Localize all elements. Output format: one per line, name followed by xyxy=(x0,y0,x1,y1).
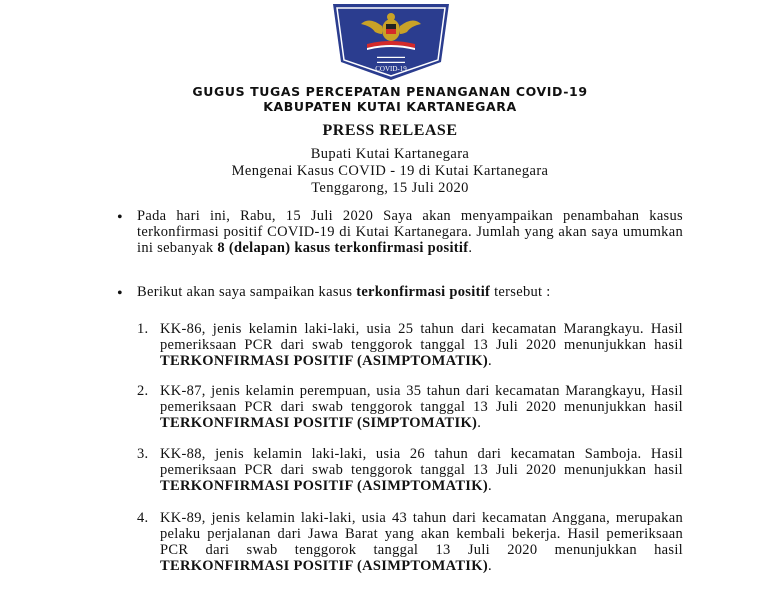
case-number: 2. xyxy=(137,383,149,399)
case-result: TERKONFIRMASI POSITIF (ASIMPTOMATIK) xyxy=(160,558,488,574)
case-number: 3. xyxy=(137,446,149,462)
case-item xyxy=(160,446,683,494)
organization-heading xyxy=(0,84,780,114)
page-title: PRESS RELEASE xyxy=(322,122,458,139)
lead-text: Berikut akan saya sampaikan kasus xyxy=(137,284,357,300)
case-result: TERKONFIRMASI POSITIF (ASIMPTOMATIK) xyxy=(160,353,488,369)
case-item xyxy=(160,510,683,574)
covid-task-force-logo xyxy=(331,2,451,82)
intro-paragraph xyxy=(137,208,683,256)
case-end: . xyxy=(477,415,482,431)
org-line-1: GUGUS TUGAS PERCEPATAN PENANGANAN COVID-19 xyxy=(192,84,588,99)
svg-text:▬▬▬▬▬▬▬: ▬▬▬▬▬▬▬ xyxy=(377,54,405,59)
bullet-icon: • xyxy=(117,285,123,302)
bullet-icon: • xyxy=(117,209,123,226)
case-text: KK-86, jenis kelamin laki-laki, usia 25 tahun dari kecamatan Marangkayu. Hasil pemeriksaan PCR dari swab tenggorok tanggal 13 Juli 2020 menunjukkan hasil xyxy=(160,321,683,353)
case-end: . xyxy=(487,558,492,574)
lead-paragraph xyxy=(137,284,683,300)
case-result: TERKONFIRMASI POSITIF (ASIMPTOMATIK) xyxy=(160,478,488,494)
subtitle-line-1: Bupati Kutai Kartanegara xyxy=(310,146,470,162)
case-result: TERKONFIRMASI POSITIF (SIMPTOMATIK) xyxy=(160,415,478,431)
lead-end: tersebut : xyxy=(490,284,551,300)
case-item xyxy=(160,383,683,431)
case-end: . xyxy=(487,353,492,369)
logo-text: COVID-19 xyxy=(375,65,407,73)
case-number: 1. xyxy=(137,321,149,337)
case-text: KK-89, jenis kelamin laki-laki, usia 43 tahun dari kecamatan Anggana, merupakan pelaku perjalanan dari Jawa Barat yang akan kembali bekerja. Hasil pemeriksaan PCR dari swab tenggorok tanggal 13 Juli 2020 menunjukkan hasil xyxy=(160,510,683,558)
subtitle-line-3: Tenggarong, 15 Juli 2020 xyxy=(311,180,469,196)
case-item xyxy=(160,321,683,369)
case-end: . xyxy=(487,478,492,494)
svg-text:▬▬▬▬▬▬▬: ▬▬▬▬▬▬▬ xyxy=(377,59,405,64)
subtitle-line-2: Mengenai Kasus COVID - 19 di Kutai Kartanegara xyxy=(231,163,549,179)
org-line-2: KABUPATEN KUTAI KARTANEGARA xyxy=(263,99,517,114)
intro-bold-text: 8 (delapan) kasus terkonfirmasi positif xyxy=(217,240,469,256)
case-number: 4. xyxy=(137,510,149,526)
lead-bold-text: terkonfirmasi positif xyxy=(356,284,491,300)
case-text: KK-88, jenis kelamin laki-laki, usia 26 tahun dari kecamatan Samboja. Hasil pemeriksaan PCR dari swab tenggorok tanggal 13 Juli 2020 menunjukkan hasil xyxy=(160,446,683,478)
intro-end: . xyxy=(468,240,473,256)
case-text: KK-87, jenis kelamin perempuan, usia 35 tahun dari kecamatan Marangkayu, Hasil pemeriksaan PCR dari swab tenggorok tanggal 13 Juli 2020 menunjukkan hasil xyxy=(160,383,683,415)
intro-text: Pada hari ini, Rabu, 15 Juli 2020 Saya akan menyampaikan penambahan kasus terkonfirmasi positif COVID-19 di Kutai Kartanegara. Jumlah yang akan saya umumkan ini sebanyak xyxy=(137,208,683,256)
